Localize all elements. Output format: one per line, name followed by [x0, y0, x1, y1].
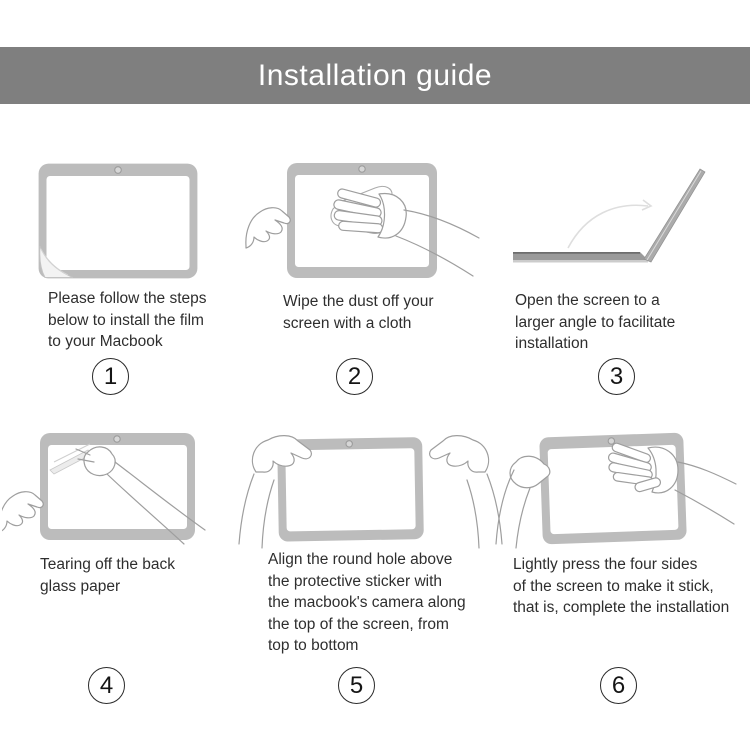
open-laptop-angle-icon: [510, 166, 715, 264]
step-3-caption: Open the screen to a larger angle to facilitate installation: [515, 292, 676, 352]
tear-back-paper-icon: [2, 424, 212, 552]
step-6-number-badge: 6: [600, 667, 637, 704]
step-4-panel: [0, 415, 228, 715]
step-5-number-badge: 5: [338, 667, 375, 704]
step-5-caption: Align the round hole above the protective sticker with the macbook's camera along the top of the screen, from top to bottom: [268, 551, 466, 654]
step-3-number-badge: 3: [598, 358, 635, 395]
step-2-panel: [245, 150, 495, 412]
step-2-caption: Wipe the dust off your screen with a cloth: [283, 293, 434, 332]
press-four-sides-icon: [486, 428, 738, 558]
step-1-number-badge: 1: [92, 358, 129, 395]
step-6-panel: [486, 415, 750, 715]
step-4-caption: Tearing off the back glass paper: [40, 556, 175, 595]
wipe-screen-cloth-icon: [245, 158, 480, 288]
align-film-camera-icon: [228, 430, 513, 552]
step-2-number-badge: 2: [336, 358, 373, 395]
step-1-caption: Please follow the steps below to install the film to your Macbook: [48, 290, 207, 350]
step-1-panel: [0, 150, 245, 412]
header-banner: [0, 47, 750, 104]
step-5-panel: [228, 415, 486, 715]
step-4-number-badge: 4: [88, 667, 125, 704]
step-3-panel: [495, 150, 750, 412]
step-6-caption: Lightly press the four sides of the screen to make it stick, that is, complete the installation: [513, 556, 730, 616]
page-title: Installation guide: [257, 58, 493, 92]
screen-peeling-film-icon: [38, 163, 198, 279]
